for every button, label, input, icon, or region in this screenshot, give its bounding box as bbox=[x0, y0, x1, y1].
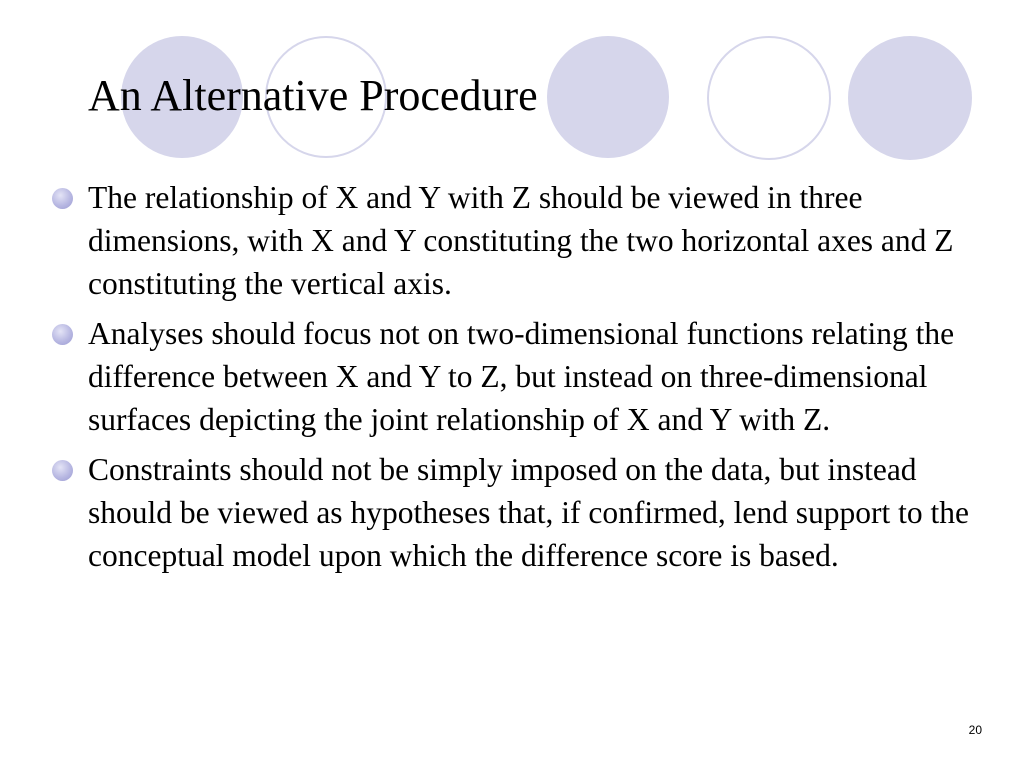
bullet-dot-icon bbox=[52, 188, 73, 209]
bullet-text: Constraints should not be simply imposed on the data, but instead should be viewed as hypotheses that, if confirmed, lend support to the conceptual model upon which the difference score is based. bbox=[88, 452, 969, 573]
bullet-list bbox=[52, 176, 982, 584]
bullet-text: The relationship of X and Y with Z should be viewed in three dimensions, with X and Y constituting the two horizontal axes and Z constituting the vertical axis. bbox=[88, 180, 954, 301]
decorative-circle-outline bbox=[707, 36, 831, 160]
bullet-item bbox=[52, 312, 982, 441]
decorative-circle-filled bbox=[547, 36, 669, 158]
bullet-dot-icon bbox=[52, 460, 73, 481]
bullet-text: Analyses should focus not on two-dimensional functions relating the difference between X and Y to Z, but instead on three-dimensional surfaces depicting the joint relationship of X and Y with Z. bbox=[88, 316, 955, 437]
page-number: 20 bbox=[968, 723, 982, 737]
decorative-circle-filled bbox=[848, 36, 972, 160]
bullet-dot-icon bbox=[52, 324, 73, 345]
bullet-item bbox=[52, 448, 982, 577]
slide-title: An Alternative Procedure bbox=[88, 71, 538, 120]
bullet-item bbox=[52, 176, 982, 305]
